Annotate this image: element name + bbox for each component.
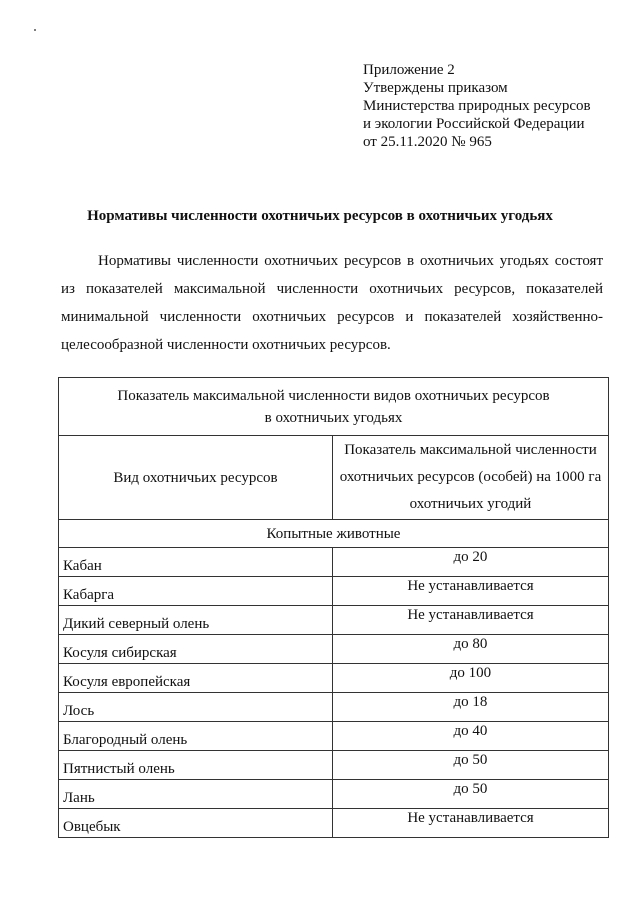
max-number-value: до 80: [333, 635, 609, 664]
column-header-value-line: охотничьих угодий: [409, 496, 532, 512]
species-name: Кабарга: [59, 577, 333, 606]
max-number-value: до 18: [333, 693, 609, 722]
species-name: Дикий северный олень: [59, 606, 333, 635]
scan-speck: [34, 29, 36, 31]
table-caption-row: [59, 378, 609, 436]
table-row: [59, 722, 609, 751]
intro-paragraph: Нормативы численности охотничьих ресурсов в охотничьих угодьях состоят из показателей максимальной численности охотничьих ресурсов, показателей минимальной численности охотничьих ресурсов и показателей хозяйственно-целесообразной численности охотничьих ресурсов.: [61, 253, 603, 353]
max-number-value: Не устанавливается: [333, 606, 609, 635]
appendix-line: от 25.11.2020 № 965: [363, 134, 492, 150]
species-name: Косуля европейская: [59, 664, 333, 693]
max-number-value: до 50: [333, 751, 609, 780]
table-caption-line: Показатель максимальной численности видов охотничьих ресурсов: [117, 387, 550, 404]
document-title: Нормативы численности охотничьих ресурсов в охотничьих угодьях: [87, 208, 553, 224]
max-number-value: до 100: [333, 664, 609, 693]
table-row: [59, 548, 609, 577]
table-row: [59, 577, 609, 606]
column-header-species: Вид охотничьих ресурсов: [59, 436, 333, 520]
species-name: Лось: [59, 693, 333, 722]
appendix-block: [363, 61, 591, 151]
species-name: Овцебык: [59, 809, 333, 838]
table-caption-line: в охотничьих угодьях: [264, 409, 403, 426]
column-header-value-line: охотничьих ресурсов (особей) на 1000 га: [339, 469, 602, 485]
species-name: Пятнистый олень: [59, 751, 333, 780]
species-name: Косуля сибирская: [59, 635, 333, 664]
column-header-value: [333, 436, 609, 520]
column-header-value-line: Показатель максимальной численности: [344, 442, 597, 458]
table-header-row: [59, 436, 609, 520]
appendix-line: Министерства природных ресурсов: [363, 98, 591, 114]
max-number-value: Не устанавливается: [333, 577, 609, 606]
species-name: Лань: [59, 780, 333, 809]
norms-table: [58, 377, 609, 838]
table-row: [59, 664, 609, 693]
max-number-value: до 20: [333, 548, 609, 577]
table-row: [59, 780, 609, 809]
species-name: Благородный олень: [59, 722, 333, 751]
species-name: Кабан: [59, 548, 333, 577]
max-number-value: до 40: [333, 722, 609, 751]
group-label: Копытные животные: [59, 520, 609, 548]
table-row: [59, 635, 609, 664]
table-row: [59, 809, 609, 838]
table-row: [59, 693, 609, 722]
table-row: [59, 751, 609, 780]
max-number-value: до 50: [333, 780, 609, 809]
appendix-line: Приложение 2: [363, 62, 455, 78]
table-row: [59, 606, 609, 635]
appendix-line: Утверждены приказом: [363, 80, 508, 96]
appendix-line: и экологии Российской Федерации: [363, 116, 585, 132]
max-number-value: Не устанавливается: [333, 809, 609, 838]
table-caption: [59, 378, 609, 436]
group-row: [59, 520, 609, 548]
